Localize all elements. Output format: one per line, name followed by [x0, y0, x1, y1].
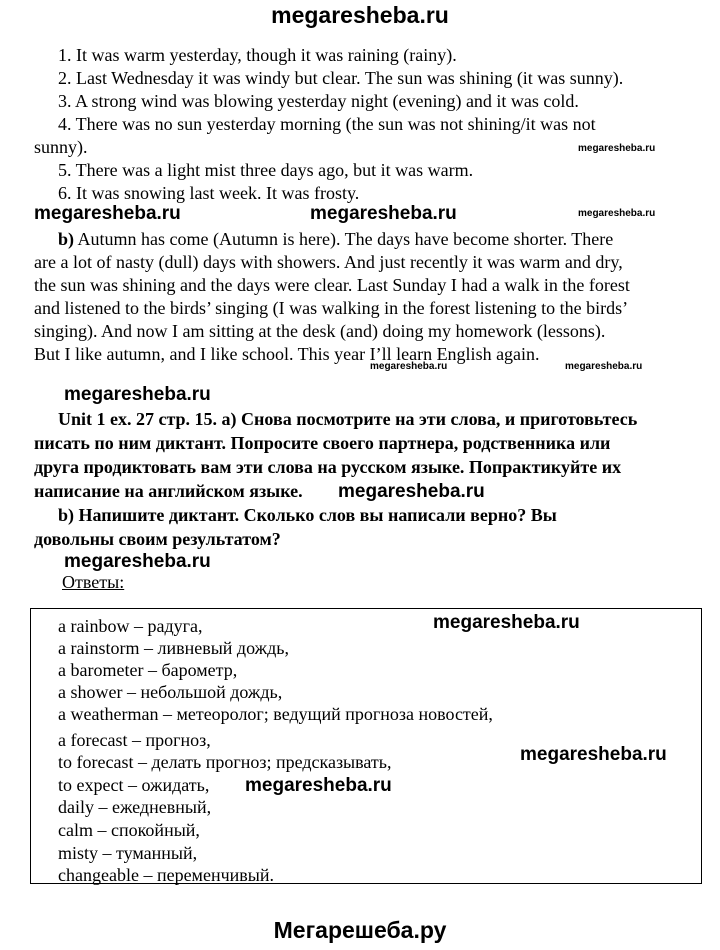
- task-line-2: писать по ним диктант. Попросите своего партнера, родственника или: [34, 433, 611, 453]
- vocab-item: changeable – переменчивый.: [58, 865, 274, 885]
- vocab-item: a forecast – прогноз,: [58, 730, 211, 750]
- watermark: megaresheba.ru: [245, 775, 392, 796]
- vocab-item: a rainbow – радуга,: [58, 616, 203, 636]
- part-a-line-5: sunny).: [34, 137, 88, 157]
- watermark-small: megaresheba.ru: [370, 361, 448, 372]
- watermark: megaresheba.ru: [64, 551, 211, 572]
- part-b-line-4: and listened to the birds’ singing (I was walking in the forest listening to the birds’: [34, 298, 629, 318]
- part-a-line-7: 6. It was snowing last week. It was frosty.: [58, 183, 360, 203]
- task-line-4: написание на английском языке.: [34, 481, 303, 501]
- watermark: megaresheba.ru: [338, 481, 485, 502]
- part-b-line-2: are a lot of nasty (dull) days with showers. And just recently it was warm and dry,: [34, 252, 623, 272]
- vocab-item: misty – туманный,: [58, 843, 198, 863]
- task-line-3: друга продиктовать вам эти слова на русском языке. Попрактикуйте их: [34, 457, 622, 477]
- part-b-line-6: But I like autumn, and I like school. This year I’ll learn English again.: [34, 344, 540, 364]
- part-a-line-6: 5. There was a light mist three days ago, but it was warm.: [58, 160, 474, 180]
- vocab-item: a shower – небольшой дождь,: [58, 682, 283, 702]
- watermark: megaresheba.ru: [433, 612, 580, 633]
- vocab-item: a barometer – барометр,: [58, 660, 238, 680]
- watermark: megaresheba.ru: [520, 744, 667, 765]
- vocab-item: a rainstorm – ливневый дождь,: [58, 638, 289, 658]
- vocab-item: daily – ежедневный,: [58, 797, 212, 817]
- watermark-small: megaresheba.ru: [578, 208, 656, 219]
- part-a-line-3: 3. A strong wind was blowing yesterday night (evening) and it was cold.: [58, 91, 579, 111]
- site-footer: Мегарешеба.ру: [273, 917, 447, 943]
- watermark-small: megaresheba.ru: [578, 143, 656, 154]
- task-line-1: Unit 1 ex. 27 стр. 15. а) Снова посмотрите на эти слова, и приготовьтесь: [58, 409, 638, 429]
- part-a-line-1: 1. It was warm yesterday, though it was raining (rainy).: [58, 45, 457, 65]
- watermark: megaresheba.ru: [34, 203, 181, 224]
- answers-label: Ответы:: [62, 572, 125, 592]
- vocab-item: a weatherman – метеоролог; ведущий прогноза новостей,: [58, 704, 493, 724]
- watermark-small: megaresheba.ru: [565, 361, 643, 372]
- vocab-item: calm – спокойный,: [58, 820, 200, 840]
- watermark: megaresheba.ru: [310, 203, 457, 224]
- task-line-5: b) Напишите диктант. Сколько слов вы написали верно? Вы: [58, 505, 557, 525]
- part-b-label: b): [58, 229, 75, 249]
- part-b-first-line: Autumn has come (Autumn is here). The days have become shorter. There: [77, 229, 614, 249]
- vocab-item: to expect – ожидать,: [58, 775, 210, 795]
- vocab-item: to forecast – делать прогноз; предсказывать,: [58, 752, 392, 772]
- part-a-line-2: 2. Last Wednesday it was windy but clear. The sun was shining (it was sunny).: [58, 68, 624, 88]
- part-b-line-3: the sun was shining and the days were clear. Last Sunday I had a walk in the forest: [34, 275, 630, 295]
- part-b-line-1: [58, 229, 613, 250]
- task-line-6: довольны своим результатом?: [34, 529, 281, 549]
- watermark: megaresheba.ru: [64, 384, 211, 405]
- site-header: megaresheba.ru: [271, 2, 449, 28]
- part-a-line-4: 4. There was no sun yesterday morning (the sun was not shining/it was not: [58, 114, 596, 134]
- part-b-line-5: singing). And now I am sitting at the desk (and) doing my homework (lessons).: [34, 321, 606, 341]
